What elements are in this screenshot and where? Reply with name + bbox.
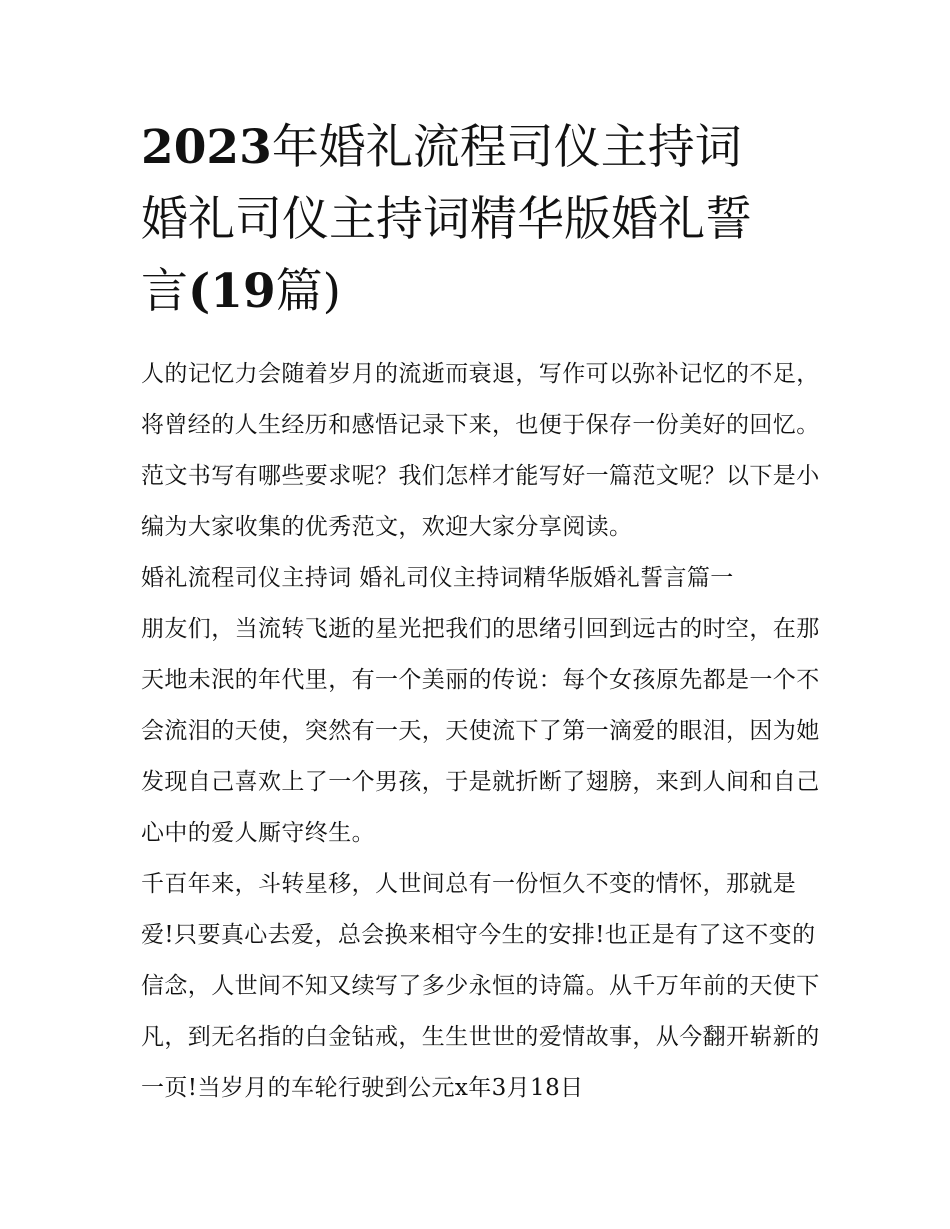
body-paragraph: 朋友们，当流转飞逝的星光把我们的思绪引回到远古的时空，在那天地未泯的年代里，有一个美丽的传说：每个女孩原先都是一个不会流泪的天使，突然有一天，天使流下了第一滴爱的眼泪，因为她发现自己喜欢上了一个男孩，于是就折断了翅膀，来到人间和自己心中的爱人厮守终生。 (141, 616, 820, 846)
intro-paragraph: 人的记忆力会随着岁月的流逝而衰退，写作可以弥补记忆的不足，将曾经的人生经历和感悟记录下来，也便于保存一份美好的回忆。范文书写有哪些要求呢？我们怎样才能写好一篇范文呢？以下是小编为大家收集的优秀范文，欢迎大家分享阅读。 (141, 361, 820, 540)
document-content (141, 112, 821, 1114)
document-title (141, 112, 821, 328)
title-line-3-start: 言 (141, 264, 188, 319)
title-year: 2023 (141, 120, 272, 175)
title-line-2: 婚礼司仪主持词精华版婚礼誓 (141, 192, 752, 247)
body-paragraph: 千百年来，斗转星移，人世间总有一份恒久不变的情怀，那就是爱!只要真心去爱，总会换来相守今生的安排!也正是有了这不变的信念，人世间不知又续写了多少永恒的诗篇。从千万年前的天使下凡，到无名指的白金钻戒，生生世世的爱情故事，从今翻开崭新的一页!当岁月的车轮行驶到公元x年3月18日 (141, 871, 820, 1101)
section-heading: 婚礼流程司仪主持词 婚礼司仪主持词精华版婚礼誓言篇一 (141, 565, 734, 591)
title-count: (19 (188, 264, 276, 319)
title-line-1 (141, 120, 742, 175)
title-line-3-end: 篇) (275, 264, 341, 319)
title-line-3 (141, 264, 341, 319)
title-line-1-text: 年婚礼流程司仪主持词 (271, 120, 742, 175)
